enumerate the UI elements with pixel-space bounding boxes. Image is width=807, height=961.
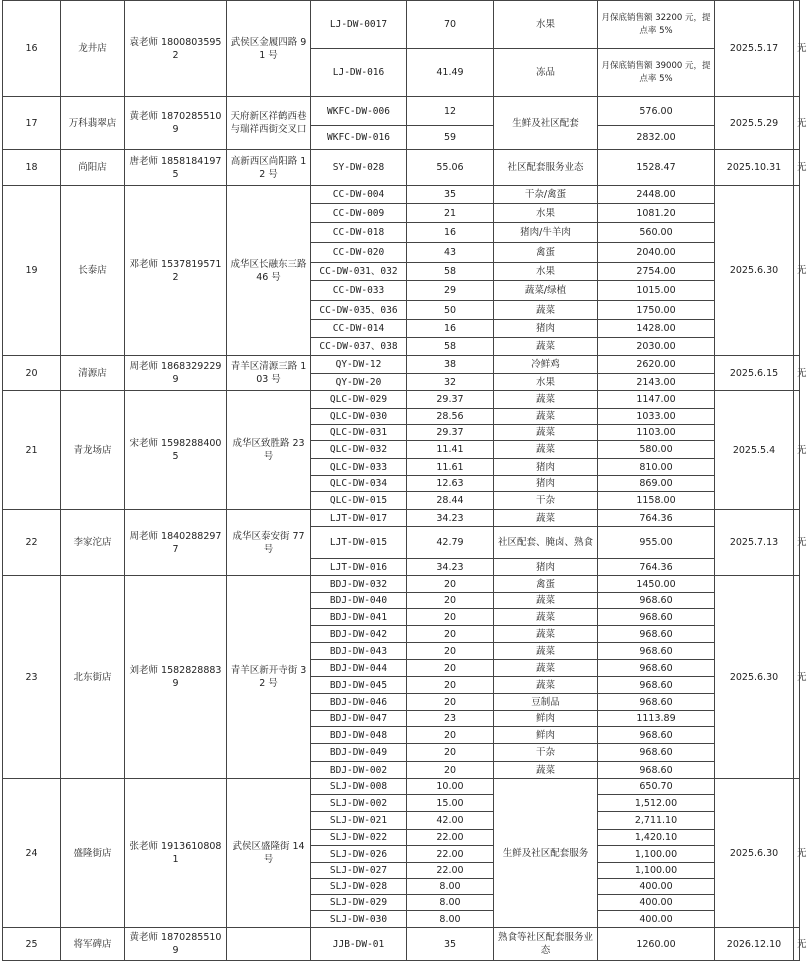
address: 青羊区清源三路 103 号 xyxy=(227,356,311,391)
stall-code: QLC-DW-031 xyxy=(311,425,407,441)
stall-code: LJT-DW-015 xyxy=(311,527,407,559)
stall-code: BDJ-DW-049 xyxy=(311,744,407,762)
rent: 1015.00 xyxy=(598,281,715,301)
available-date: 2026.12.10 xyxy=(715,928,794,961)
stall-code: SLJ-DW-021 xyxy=(311,812,407,830)
stall-area: 21 xyxy=(407,204,494,223)
business-type: 生鲜及社区配套 xyxy=(494,97,598,150)
rent: 1,512.00 xyxy=(598,795,715,812)
business-type: 水果 xyxy=(494,1,598,49)
store-name: 北东街店 xyxy=(61,576,125,779)
stall-code: CC-DW-020 xyxy=(311,243,407,263)
stall-code: QLC-DW-032 xyxy=(311,441,407,459)
contact: 张老师 19136108081 xyxy=(125,779,227,928)
rent: 2143.00 xyxy=(598,374,715,391)
rent: 2,711.10 xyxy=(598,812,715,830)
stall-code: SLJ-DW-022 xyxy=(311,830,407,846)
business-type: 蔬菜 xyxy=(494,338,598,356)
remark: 无 xyxy=(794,1,800,97)
stall-area: 29 xyxy=(407,281,494,301)
rent: 968.60 xyxy=(598,609,715,626)
rent: 1260.00 xyxy=(598,928,715,961)
business-type: 鲜肉 xyxy=(494,711,598,727)
stall-area: 20 xyxy=(407,609,494,626)
business-type: 水果 xyxy=(494,374,598,391)
stall-code: BDJ-DW-042 xyxy=(311,626,407,643)
address: 天府新区祥鹤西巷与瑞祥西街交叉口 xyxy=(227,97,311,150)
contact: 唐老师 18581841975 xyxy=(125,150,227,186)
rent: 580.00 xyxy=(598,441,715,459)
contact: 周老师 18402882977 xyxy=(125,510,227,576)
store-name: 尚阳店 xyxy=(61,150,125,186)
rent: 1081.20 xyxy=(598,204,715,223)
rent: 576.00 xyxy=(598,97,715,126)
store-name: 将军碑店 xyxy=(61,928,125,961)
stall-area: 8.00 xyxy=(407,895,494,911)
stall-code: LJ-DW-016 xyxy=(311,49,407,97)
stall-area: 35 xyxy=(407,928,494,961)
business-type: 蔬菜 xyxy=(494,643,598,660)
stall-area: 55.06 xyxy=(407,150,494,186)
business-type: 水果 xyxy=(494,263,598,281)
rent: 968.60 xyxy=(598,744,715,762)
stall-code: QLC-DW-015 xyxy=(311,492,407,510)
rent: 2040.00 xyxy=(598,243,715,263)
stall-area: 58 xyxy=(407,263,494,281)
business-type: 蔬菜 xyxy=(494,425,598,441)
business-type: 蔬菜 xyxy=(494,409,598,425)
remark: 无 xyxy=(794,510,800,576)
available-date: 2025.7.13 xyxy=(715,510,794,576)
rent: 400.00 xyxy=(598,911,715,928)
available-date: 2025.6.15 xyxy=(715,356,794,391)
stall-code: CC-DW-037、038 xyxy=(311,338,407,356)
stall-code: JJB-DW-01 xyxy=(311,928,407,961)
stall-code: LJT-DW-017 xyxy=(311,510,407,527)
business-type: 蔬菜 xyxy=(494,301,598,320)
stall-area: 42.00 xyxy=(407,812,494,830)
business-type: 蔬菜 xyxy=(494,441,598,459)
stall-code: BDJ-DW-045 xyxy=(311,677,407,694)
store-number: 18 xyxy=(3,150,61,186)
stall-lease-table xyxy=(2,0,807,961)
available-date: 2025.6.30 xyxy=(715,576,794,779)
stall-code: SLJ-DW-002 xyxy=(311,795,407,812)
business-type: 蔬菜 xyxy=(494,391,598,409)
remark: 无 xyxy=(794,576,800,779)
store-name: 清源店 xyxy=(61,356,125,391)
stall-area: 22.00 xyxy=(407,830,494,846)
business-type: 蔬菜 xyxy=(494,660,598,677)
stall-area: 11.41 xyxy=(407,441,494,459)
table-row xyxy=(3,356,800,374)
contact: 刘老师 15828288839 xyxy=(125,576,227,779)
store-number: 16 xyxy=(3,1,61,97)
business-type: 生鲜及社区配套服务 xyxy=(494,779,598,928)
table-row xyxy=(3,391,800,409)
rent: 1450.00 xyxy=(598,576,715,593)
rent: 955.00 xyxy=(598,527,715,559)
contact: 袁老师 18008035952 xyxy=(125,1,227,97)
stall-area: 58 xyxy=(407,338,494,356)
address: 成华区长融东三路 46 号 xyxy=(227,186,311,356)
rent: 2030.00 xyxy=(598,338,715,356)
stall-area: 20 xyxy=(407,626,494,643)
stall-code: LJ-DW-0017 xyxy=(311,1,407,49)
business-type: 水果 xyxy=(494,204,598,223)
store-name: 龙井店 xyxy=(61,1,125,97)
available-date: 2025.5.29 xyxy=(715,97,794,150)
rent: 1147.00 xyxy=(598,391,715,409)
available-date: 2025.5.4 xyxy=(715,391,794,510)
rent: 968.60 xyxy=(598,677,715,694)
address xyxy=(227,928,311,961)
stall-area: 29.37 xyxy=(407,391,494,409)
store-name: 万科翡翠店 xyxy=(61,97,125,150)
address: 高新西区尚阳路 12 号 xyxy=(227,150,311,186)
rent: 1033.00 xyxy=(598,409,715,425)
business-type: 豆制品 xyxy=(494,694,598,711)
table-row xyxy=(3,510,800,527)
rent: 968.60 xyxy=(598,643,715,660)
stall-code: SLJ-DW-026 xyxy=(311,846,407,863)
stall-code: CC-DW-018 xyxy=(311,223,407,243)
store-name: 青龙场店 xyxy=(61,391,125,510)
stall-code: QLC-DW-034 xyxy=(311,476,407,492)
business-type: 蔬菜 xyxy=(494,593,598,609)
available-date: 2025.10.31 xyxy=(715,150,794,186)
rent: 1113.89 xyxy=(598,711,715,727)
contact: 邓老师 15378195712 xyxy=(125,186,227,356)
stall-area: 15.00 xyxy=(407,795,494,812)
business-type: 干杂 xyxy=(494,492,598,510)
rent: 1158.00 xyxy=(598,492,715,510)
rent: 2620.00 xyxy=(598,356,715,374)
rent: 1,100.00 xyxy=(598,846,715,863)
address: 成华区致胜路 23 号 xyxy=(227,391,311,510)
stall-area: 20 xyxy=(407,694,494,711)
stall-code: QLC-DW-030 xyxy=(311,409,407,425)
stall-code: QLC-DW-029 xyxy=(311,391,407,409)
stall-area: 23 xyxy=(407,711,494,727)
rent: 650.70 xyxy=(598,779,715,795)
stall-code: BDJ-DW-043 xyxy=(311,643,407,660)
stall-code: SLJ-DW-028 xyxy=(311,879,407,895)
store-number: 17 xyxy=(3,97,61,150)
stall-area: 34.23 xyxy=(407,559,494,576)
stall-area: 22.00 xyxy=(407,846,494,863)
stall-area: 28.56 xyxy=(407,409,494,425)
stall-code: CC-DW-009 xyxy=(311,204,407,223)
business-type: 干杂 xyxy=(494,744,598,762)
business-type: 蔬菜 xyxy=(494,626,598,643)
business-type: 鲜肉 xyxy=(494,727,598,744)
stall-code: CC-DW-033 xyxy=(311,281,407,301)
stall-area: 20 xyxy=(407,576,494,593)
business-type: 禽蛋 xyxy=(494,243,598,263)
rent: 968.60 xyxy=(598,593,715,609)
stall-area: 20 xyxy=(407,593,494,609)
remark: 无 xyxy=(794,150,800,186)
store-number: 22 xyxy=(3,510,61,576)
rent: 810.00 xyxy=(598,459,715,476)
rent: 1428.00 xyxy=(598,320,715,338)
rent: 560.00 xyxy=(598,223,715,243)
stall-area: 41.49 xyxy=(407,49,494,97)
business-type: 社区配套服务业态 xyxy=(494,150,598,186)
business-type: 蔬菜 xyxy=(494,510,598,527)
business-type: 干杂/禽蛋 xyxy=(494,186,598,204)
stall-area: 8.00 xyxy=(407,879,494,895)
stall-area: 20 xyxy=(407,727,494,744)
address: 武侯区盛隆街 14 号 xyxy=(227,779,311,928)
stall-area: 29.37 xyxy=(407,425,494,441)
rent: 1528.47 xyxy=(598,150,715,186)
stall-area: 20 xyxy=(407,677,494,694)
rent: 1,100.00 xyxy=(598,863,715,879)
remark: 无 xyxy=(794,391,800,510)
rent: 968.60 xyxy=(598,694,715,711)
contact: 黄老师 18702855109 xyxy=(125,928,227,961)
rent: 400.00 xyxy=(598,879,715,895)
stall-area: 34.23 xyxy=(407,510,494,527)
stall-code: BDJ-DW-047 xyxy=(311,711,407,727)
business-type: 猪肉 xyxy=(494,320,598,338)
rent: 764.36 xyxy=(598,510,715,527)
business-type: 蔬菜 xyxy=(494,677,598,694)
stall-code: QY-DW-20 xyxy=(311,374,407,391)
remark: 无 xyxy=(794,356,800,391)
store-number: 23 xyxy=(3,576,61,779)
rent: 400.00 xyxy=(598,895,715,911)
table-row xyxy=(3,97,800,126)
rent: 764.36 xyxy=(598,559,715,576)
stall-code: QY-DW-12 xyxy=(311,356,407,374)
rent: 2832.00 xyxy=(598,126,715,150)
stall-area: 11.61 xyxy=(407,459,494,476)
rent: 968.60 xyxy=(598,626,715,643)
rent: 968.60 xyxy=(598,727,715,744)
rent: 2448.00 xyxy=(598,186,715,204)
rent: 968.60 xyxy=(598,762,715,779)
stall-code: CC-DW-031、032 xyxy=(311,263,407,281)
business-type: 社区配套、腌卤、熟食 xyxy=(494,527,598,559)
store-number: 19 xyxy=(3,186,61,356)
stall-code: QLC-DW-033 xyxy=(311,459,407,476)
stall-area: 12 xyxy=(407,97,494,126)
stall-area: 20 xyxy=(407,643,494,660)
available-date: 2025.5.17 xyxy=(715,1,794,97)
stall-code: LJT-DW-016 xyxy=(311,559,407,576)
stall-code: CC-DW-004 xyxy=(311,186,407,204)
available-date: 2025.6.30 xyxy=(715,186,794,356)
stall-area: 50 xyxy=(407,301,494,320)
rent: 月保底销售额 32200 元，提点率 5% xyxy=(598,1,715,49)
stall-code: BDJ-DW-032 xyxy=(311,576,407,593)
rent: 1750.00 xyxy=(598,301,715,320)
stall-code: WKFC-DW-016 xyxy=(311,126,407,150)
contact: 黄老师 18702855109 xyxy=(125,97,227,150)
stall-code: WKFC-DW-006 xyxy=(311,97,407,126)
address: 成华区泰安街 77 号 xyxy=(227,510,311,576)
stall-area: 38 xyxy=(407,356,494,374)
business-type: 禽蛋 xyxy=(494,576,598,593)
stall-code: BDJ-DW-041 xyxy=(311,609,407,626)
stall-area: 16 xyxy=(407,223,494,243)
table-row xyxy=(3,779,800,795)
business-type: 猪肉 xyxy=(494,476,598,492)
stall-area: 32 xyxy=(407,374,494,391)
business-type: 猪肉 xyxy=(494,559,598,576)
business-type: 蔬菜 xyxy=(494,762,598,779)
rent: 968.60 xyxy=(598,660,715,677)
address: 青羊区新开寺街 32 号 xyxy=(227,576,311,779)
business-type: 熟食等社区配套服务业态 xyxy=(494,928,598,961)
store-name: 长泰店 xyxy=(61,186,125,356)
table-row xyxy=(3,576,800,593)
stall-code: BDJ-DW-044 xyxy=(311,660,407,677)
table-row xyxy=(3,1,800,49)
store-number: 20 xyxy=(3,356,61,391)
rent: 1,420.10 xyxy=(598,830,715,846)
business-type: 猪肉/牛羊肉 xyxy=(494,223,598,243)
rent: 2754.00 xyxy=(598,263,715,281)
remark: 无 xyxy=(794,97,800,150)
stall-code: SLJ-DW-008 xyxy=(311,779,407,795)
store-number: 24 xyxy=(3,779,61,928)
stall-code: SLJ-DW-027 xyxy=(311,863,407,879)
rent: 869.00 xyxy=(598,476,715,492)
remark: 无 xyxy=(794,779,800,928)
stall-code: BDJ-DW-048 xyxy=(311,727,407,744)
stall-area: 42.79 xyxy=(407,527,494,559)
stall-area: 20 xyxy=(407,660,494,677)
stall-area: 43 xyxy=(407,243,494,263)
stall-area: 10.00 xyxy=(407,779,494,795)
stall-code: BDJ-DW-040 xyxy=(311,593,407,609)
stall-area: 70 xyxy=(407,1,494,49)
stall-code: SLJ-DW-030 xyxy=(311,911,407,928)
stall-area: 12.63 xyxy=(407,476,494,492)
contact: 周老师 18683292299 xyxy=(125,356,227,391)
business-type: 蔬菜/绿植 xyxy=(494,281,598,301)
business-type: 蔬菜 xyxy=(494,609,598,626)
address: 武侯区金履四路 91 号 xyxy=(227,1,311,97)
rent: 1103.00 xyxy=(598,425,715,441)
available-date: 2025.6.30 xyxy=(715,779,794,928)
stall-code: SY-DW-028 xyxy=(311,150,407,186)
table-row xyxy=(3,186,800,204)
stall-area: 20 xyxy=(407,744,494,762)
store-name: 盛隆街店 xyxy=(61,779,125,928)
business-type: 猪肉 xyxy=(494,459,598,476)
remark: 无 xyxy=(794,186,800,356)
stall-area: 20 xyxy=(407,762,494,779)
stall-area: 22.00 xyxy=(407,863,494,879)
stall-code: SLJ-DW-029 xyxy=(311,895,407,911)
contact: 宋老师 15982884005 xyxy=(125,391,227,510)
stall-area: 59 xyxy=(407,126,494,150)
stall-code: BDJ-DW-002 xyxy=(311,762,407,779)
remark: 无 xyxy=(794,928,800,961)
stall-area: 28.44 xyxy=(407,492,494,510)
store-name: 李家沱店 xyxy=(61,510,125,576)
store-number: 25 xyxy=(3,928,61,961)
rent: 月保底销售额 39000 元，提点率 5% xyxy=(598,49,715,97)
table-row xyxy=(3,928,800,961)
stall-area: 35 xyxy=(407,186,494,204)
stall-area: 16 xyxy=(407,320,494,338)
business-type: 冻品 xyxy=(494,49,598,97)
store-number: 21 xyxy=(3,391,61,510)
table-row xyxy=(3,150,800,186)
stall-code: CC-DW-035、036 xyxy=(311,301,407,320)
stall-code: BDJ-DW-046 xyxy=(311,694,407,711)
stall-code: CC-DW-014 xyxy=(311,320,407,338)
stall-area: 8.00 xyxy=(407,911,494,928)
business-type: 冷鲜鸡 xyxy=(494,356,598,374)
